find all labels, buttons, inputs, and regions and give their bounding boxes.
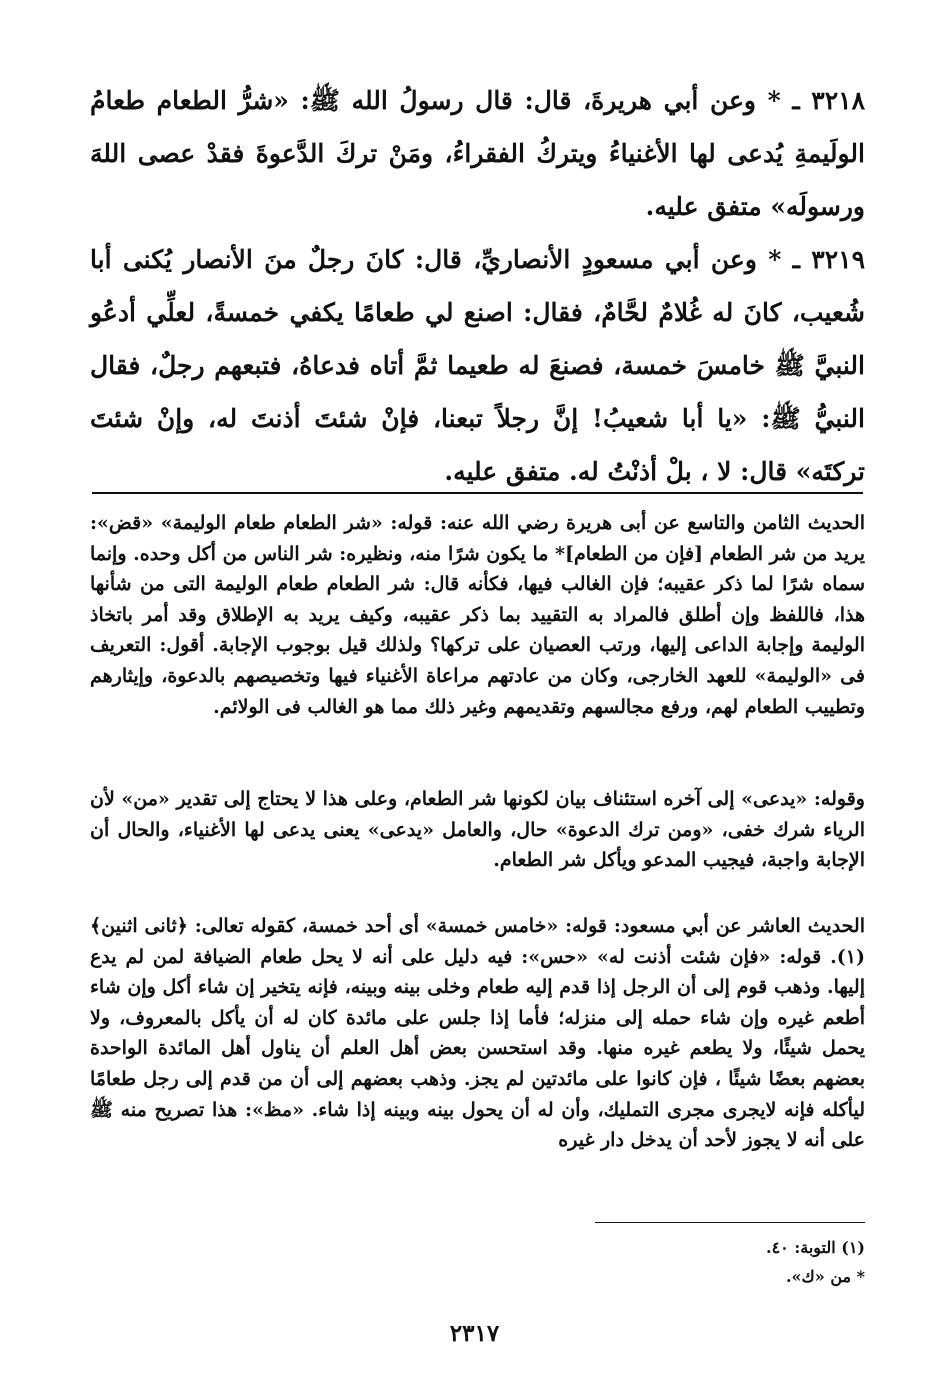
hadith-3218: ٣٢١٨ ـ * وعن أبي هريرةَ، قال: قال رسولُ الله ﷺ: «شرُّ الطعام طعامُ الولَيمةِ يُدعى لها الأغنياءُ ويتركُ الفقراءُ، ومَنْ تركَ الدَّعوةَ فقدْ عصى اللهَ ورسولَه» متفق عليه. — [90, 86, 865, 221]
commentary-paragraph-3: الحديث العاشر عن أبي مسعود: قوله: «خامس خمسة» أى أحد خمسة، كقوله تعالى: ﴿ثانى اثنين﴾(١). قوله: «فإن شئت أذنت له» «حس»: فيه دليل على أنه لا يحل طعام الضيافة لمن لم يدع إليها. وذهب قوم إلى أن الرجل إذا قدم إليه طعام وخلى بينه وبينه، فإنه يتخير إن شاء أكل وإن شاء أطعم غيره وإن شاء حمله إلى منزله؛ فأما إذا جلس على مائدة كان له أن يأكل بالمعروف، ولا يحمل شيئًا، ولا يطعم غيره منها. وقد استحسن بعض أهل العلم أن يناول أهل المائدة الواحدة بعضهم بعضًا شيئًا ، فإن كانوا على مائدتين لم يجز. وذهب بعضهم إلى أن من قدم إلى رجل طعامًا ليأكله فإنه لايجرى مجرى التمليك، وأن له أن يحول بينه وبينه إذا شاء. «مظ»: هذا تصريح منه ﷺ على أنه لا يجوز لأحد أن يدخل دار غيره — [90, 915, 865, 1152]
hadith-3219: ٣٢١٩ ـ * وعن أبي مسعودٍ الأنصاريِّ، قال: كانَ رجلٌ منَ الأنصار يُكنى أبا شُعيب، كانَ له غُلامٌ لحَّامٌ، فقال: اصنع لي طعامًا يكفي خمسةً، لعلِّي أدعُو النبيَّ ﷺ خامسَ خمسة، فصنعَ له طعيما ثمَّ أتاه فدعاهُ، فتبعهم رجلٌ، فقال النبيُّ ﷺ: «يا أبا شعيبُ! إنَّ رجلاً تبعنا، فإنْ شئتَ أذنتَ له، وإنْ شئتَ تركتَه» قال: لا ، بلْ أذنْتُ له. متفق عليه. — [90, 245, 865, 486]
footnote-2: * من «ك». — [785, 1267, 865, 1286]
commentary-paragraph-2: وقوله: «يدعى» إلى آخره استئناف بيان لكونها شر الطعام، وعلى هذا لا يحتاج إلى تقدير «من» لأن الرياء شرك خفى، «ومن ترك الدعوة» حال، والعامل «يدعى» يعنى يدعى لها الأغنياء، والحال أن الإجابة واجبة، فيجيب المدعو ويأكل شر الطعام. — [90, 788, 865, 872]
page-number: ٢٣١٧ — [449, 1320, 500, 1347]
main-text-divider — [92, 492, 863, 494]
footnote-divider — [595, 1222, 865, 1223]
commentary-paragraph-1: الحديث الثامن والتاسع عن أبى هريرة رضي الله عنه: قوله: «شر الطعام طعام الوليمة» «قض»: يريد من شر الطعام [فإن من الطعام]* ما يكون شرًا منه، ونظيره: شر الناس من أكل وحده. وإنما سماه شرًا لما ذكر عقيبه؛ فإن الغالب فيها، فكأنه قال: شر الطعام طعام الوليمة التى من شأنها هذا، فاللفظ وإن أطلق فالمراد به التقييد بما ذكر عقيبه، وكيف يريد به الإطلاق وقد أمر باتخاذ الوليمة وإجابة الداعى إليها، ورتب العصيان على تركها؟ ولذلك قيل بوجوب الإجابة. أقول: التعريف فى «الوليمة» للعهد الخارجى، وكان من عادتهم مراعاة الأغنياء فيها وتخصيصهم بالدعوة، وإيثارهم وتطييب الطعام لهم، ورفع مجالسهم وتقديمهم وغير ذلك مما هو الغالب فى الولائم. — [90, 512, 865, 718]
footnote-1: (١) التوبة: ٤٠. — [766, 1238, 865, 1257]
